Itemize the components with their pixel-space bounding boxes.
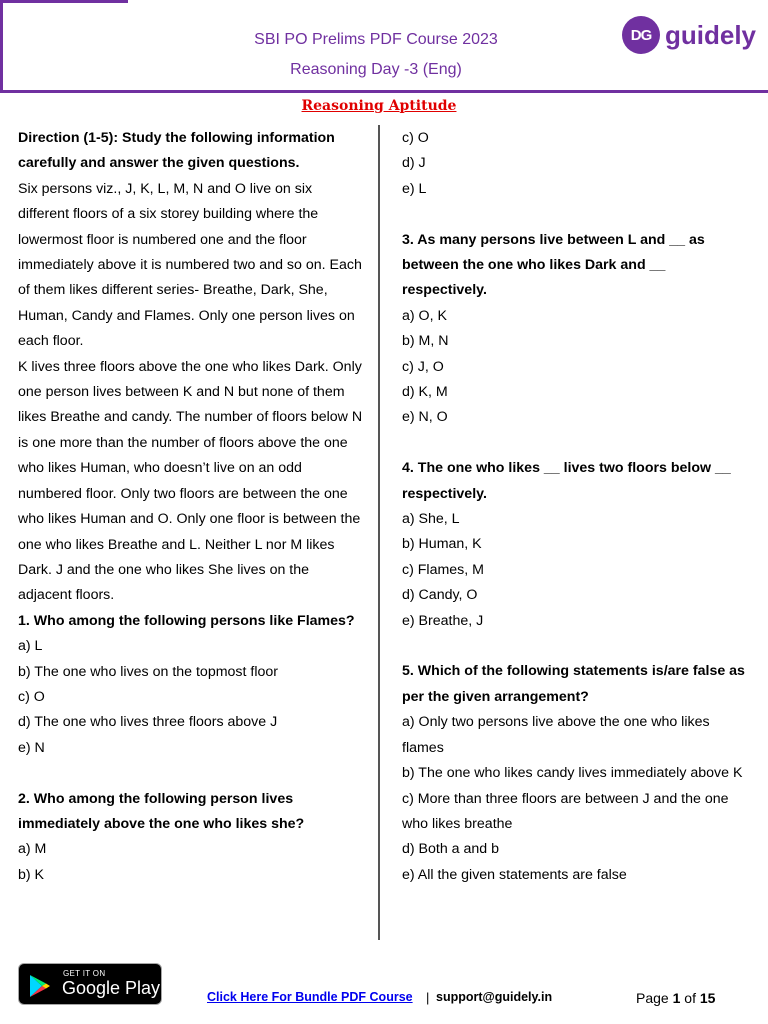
q5-option-a: a) Only two persons live above the one who likes flames <box>402 714 710 756</box>
q5-option-b: b) The one who likes candy lives immediately above K <box>402 765 743 782</box>
page-total: 15 <box>699 990 716 1006</box>
q5-option-d: d) Both a and b <box>402 841 500 858</box>
q2-option-d: d) J <box>402 155 426 172</box>
section-title: Reasoning Aptitude <box>301 98 457 114</box>
course-title: SBI PO Prelims PDF Course 2023 <box>254 31 498 48</box>
header-rule <box>0 90 768 93</box>
spacer <box>402 634 747 659</box>
q3-option-e: e) N, O <box>402 409 448 426</box>
q3-option-a: a) O, K <box>402 307 447 324</box>
passage-paragraph-2: K lives three floors above the one who likes Dark. Only one person lives between K and N but none of them likes Breathe and candy. The number of floors below N is one more than the number of floors above the one who likes Human, who doesn’t live on an odd numbered floor. Only two floors are between the one who likes Human and O. Only one floor is between the one who likes Breathe and L. Neither L nor M likes Dark. J and the one who likes She lives on the adjacent floors. <box>18 358 363 604</box>
q3-option-b: b) M, N <box>402 333 449 350</box>
direction-text: Direction (1-5): Study the following information carefully and answer the given questions. <box>18 130 335 172</box>
day-subtitle: Reasoning Day -3 (Eng) <box>290 61 462 78</box>
question-1: 1. Who among the following persons like Flames? <box>18 612 355 629</box>
question-4: 4. The one who likes __ lives two floors below __ respectively. <box>402 460 731 502</box>
left-column <box>18 126 363 888</box>
page-of: of <box>684 990 696 1006</box>
google-play-small-text: GET IT ON <box>63 969 106 978</box>
spacer <box>402 431 747 456</box>
spacer <box>402 202 747 227</box>
question-3: 3. As many persons live between L and __ as between the one who likes Dark and __ respectively. <box>402 231 705 299</box>
q1-option-a: a) L <box>18 638 43 655</box>
q1-option-c: c) O <box>18 688 45 705</box>
q4-option-d: d) Candy, O <box>402 587 478 604</box>
q2-option-e: e) L <box>402 180 427 197</box>
question-5: 5. Which of the following statements is/are false as per the given arrangement? <box>402 663 745 705</box>
q3-option-d: d) K, M <box>402 384 448 401</box>
column-divider <box>378 125 380 940</box>
q1-option-d: d) The one who lives three floors above J <box>18 714 278 731</box>
q2-option-c: c) O <box>402 130 429 146</box>
spacer <box>18 761 363 786</box>
q3-option-c: c) J, O <box>402 358 444 375</box>
page-indicator <box>636 990 715 1006</box>
page-prefix: Page <box>636 990 669 1006</box>
right-column <box>402 126 747 888</box>
google-play-badge[interactable] <box>18 963 162 1005</box>
q4-option-a: a) She, L <box>402 511 460 528</box>
q4-option-e: e) Breathe, J <box>402 612 484 629</box>
logo-text: guidely <box>665 19 757 50</box>
google-play-icon <box>29 974 51 998</box>
guidely-logo[interactable] <box>622 16 756 54</box>
page-current: 1 <box>672 990 681 1006</box>
logo-mark-icon: DG <box>622 16 660 54</box>
q2-option-b: b) K <box>18 866 45 883</box>
passage-paragraph-1: Six persons viz., J, K, L, M, N and O live on six different floors of a six storey building where the lowermost floor is numbered one and the floor immediately above it is numbered two and so on. Each of them likes different series- Breathe, Dark, She, Human, Candy and Flames. Only one person lives on each floor. <box>18 180 362 350</box>
q4-option-c: c) Flames, M <box>402 561 484 578</box>
google-play-label: Google Play <box>62 978 161 998</box>
q5-option-e: e) All the given statements are false <box>402 866 627 883</box>
support-email[interactable]: support@guidely.in <box>436 990 553 1004</box>
q1-option-b: b) The one who lives on the topmost floor <box>18 663 278 680</box>
q5-option-c: c) More than three floors are between J and the one who likes breathe <box>402 790 729 832</box>
q2-option-a: a) M <box>18 841 47 858</box>
q1-option-e: e) N <box>18 739 45 756</box>
footer-separator: | <box>426 990 430 1005</box>
q4-option-b: b) Human, K <box>402 536 482 553</box>
bundle-pdf-link[interactable]: Click Here For Bundle PDF Course <box>207 990 413 1004</box>
question-2: 2. Who among the following person lives immediately above the one who likes she? <box>18 790 305 832</box>
